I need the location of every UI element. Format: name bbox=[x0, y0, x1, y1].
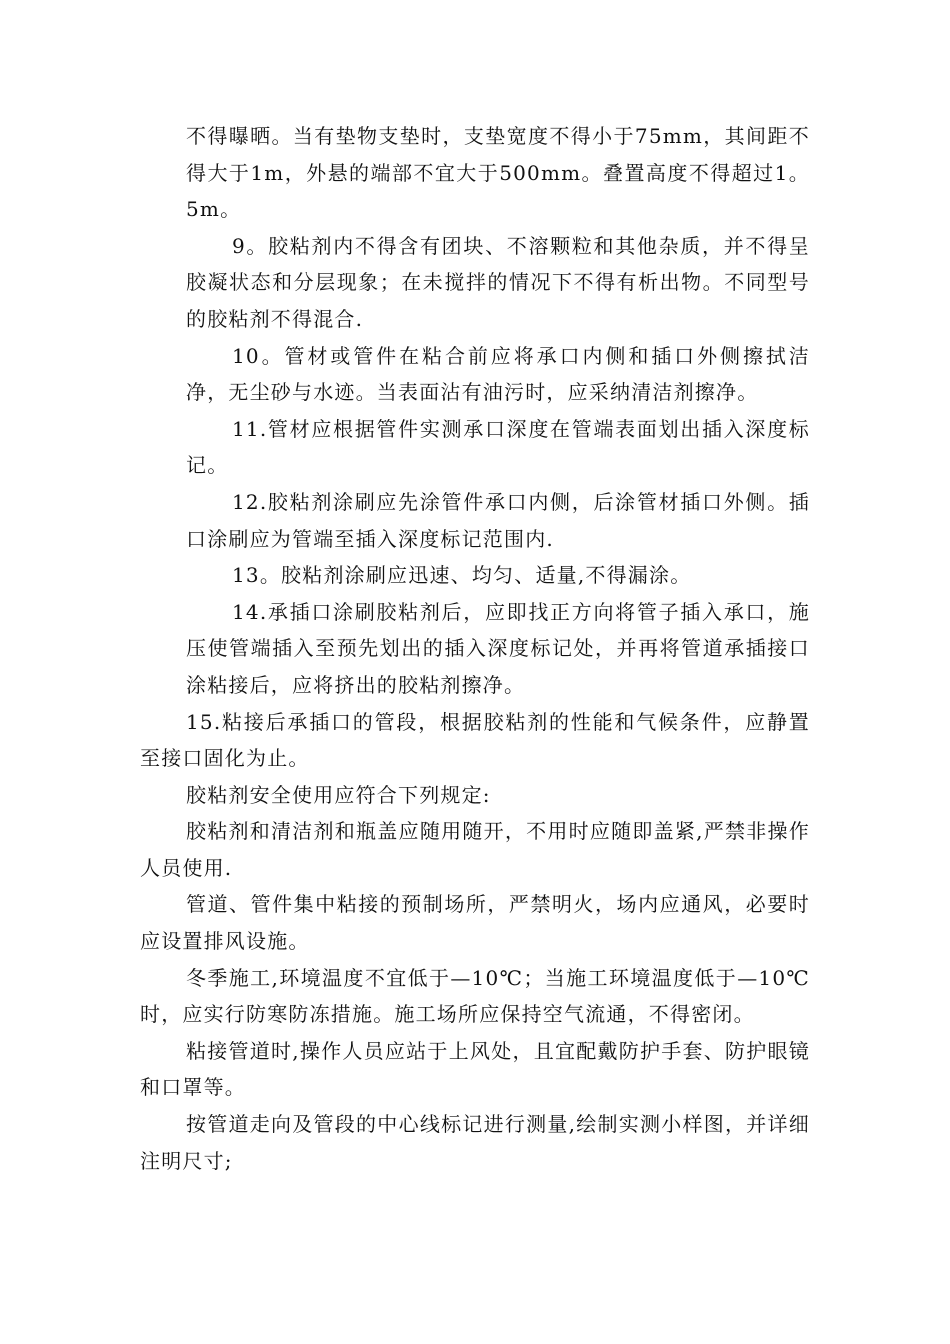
paragraph-adhesive-safety-heading: 胶粘剂安全使用应符合下列规定: bbox=[186, 782, 491, 807]
paragraph-item-15: 15.粘接后承插口的管段，根据胶粘剂的性能和气候条件，应静置至接口固化为止。 bbox=[140, 709, 810, 771]
paragraph-item-10: 10。管材或管件在粘合前应将承口内侧和插口外侧擦拭洁净，无尘砂与水迹。当表面沾有油污时，应采纳清洁剂擦净。 bbox=[186, 343, 810, 405]
paragraph-operator-protection-rule: 粘接管道时,操作人员应站于上风处，且宜配戴防护手套、防护眼镜和口罩等。 bbox=[140, 1038, 810, 1100]
paragraph-item-14: 14.承插口涂刷胶粘剂后，应即找正方向将管子插入承口，施压使管端插入至预先划出的插入深度标记处，并再将管道承插接口涂粘接后，应将挤出的胶粘剂擦净。 bbox=[186, 599, 810, 697]
paragraph-item-11: 11.管材应根据管件实测承口深度在管端表面划出插入深度标记。 bbox=[186, 416, 810, 478]
paragraph-item-9: 9。胶粘剂内不得含有团块、不溶颗粒和其他杂质，并不得呈胶凝状态和分层现象；在未搅拌的情况下不得有析出物。不同型号的胶粘剂不得混合. bbox=[186, 233, 810, 331]
paragraph-measurement-rule: 按管道走向及管段的中心线标记进行测量,绘制实测小样图，并详细注明尺寸; bbox=[140, 1112, 810, 1173]
paragraph-prefab-site-rule: 管道、管件集中粘接的预制场所，严禁明火，场内应通风，必要时应设置排风设施。 bbox=[140, 892, 810, 954]
paragraph-item-13: 13。胶粘剂涂刷应迅速、均匀、适量,不得漏涂。 bbox=[232, 563, 692, 588]
document-body bbox=[140, 118, 810, 1179]
paragraph-adhesive-storage-rule: 胶粘剂和清洁剂和瓶盖应随用随开，不用时应随即盖紧,严禁非操作人员使用. bbox=[140, 819, 810, 880]
paragraph-storage-continued: 不得曝晒。当有垫物支垫时，支垫宽度不得小于75mm，其间距不得大于1m，外悬的端部不宜大于500mm。叠置高度不得超过1。5m。 bbox=[186, 124, 810, 222]
paragraph-winter-construction-rule: 冬季施工,环境温度不宜低于—10℃；当施工环境温度低于—10℃时，应实行防寒防冻措施。施工场所应保持空气流通，不得密闭。 bbox=[140, 965, 810, 1027]
paragraph-item-12: 12.胶粘剂涂刷应先涂管件承口内侧，后涂管材插口外侧。插口涂刷应为管端至插入深度标记范围内. bbox=[186, 489, 810, 551]
